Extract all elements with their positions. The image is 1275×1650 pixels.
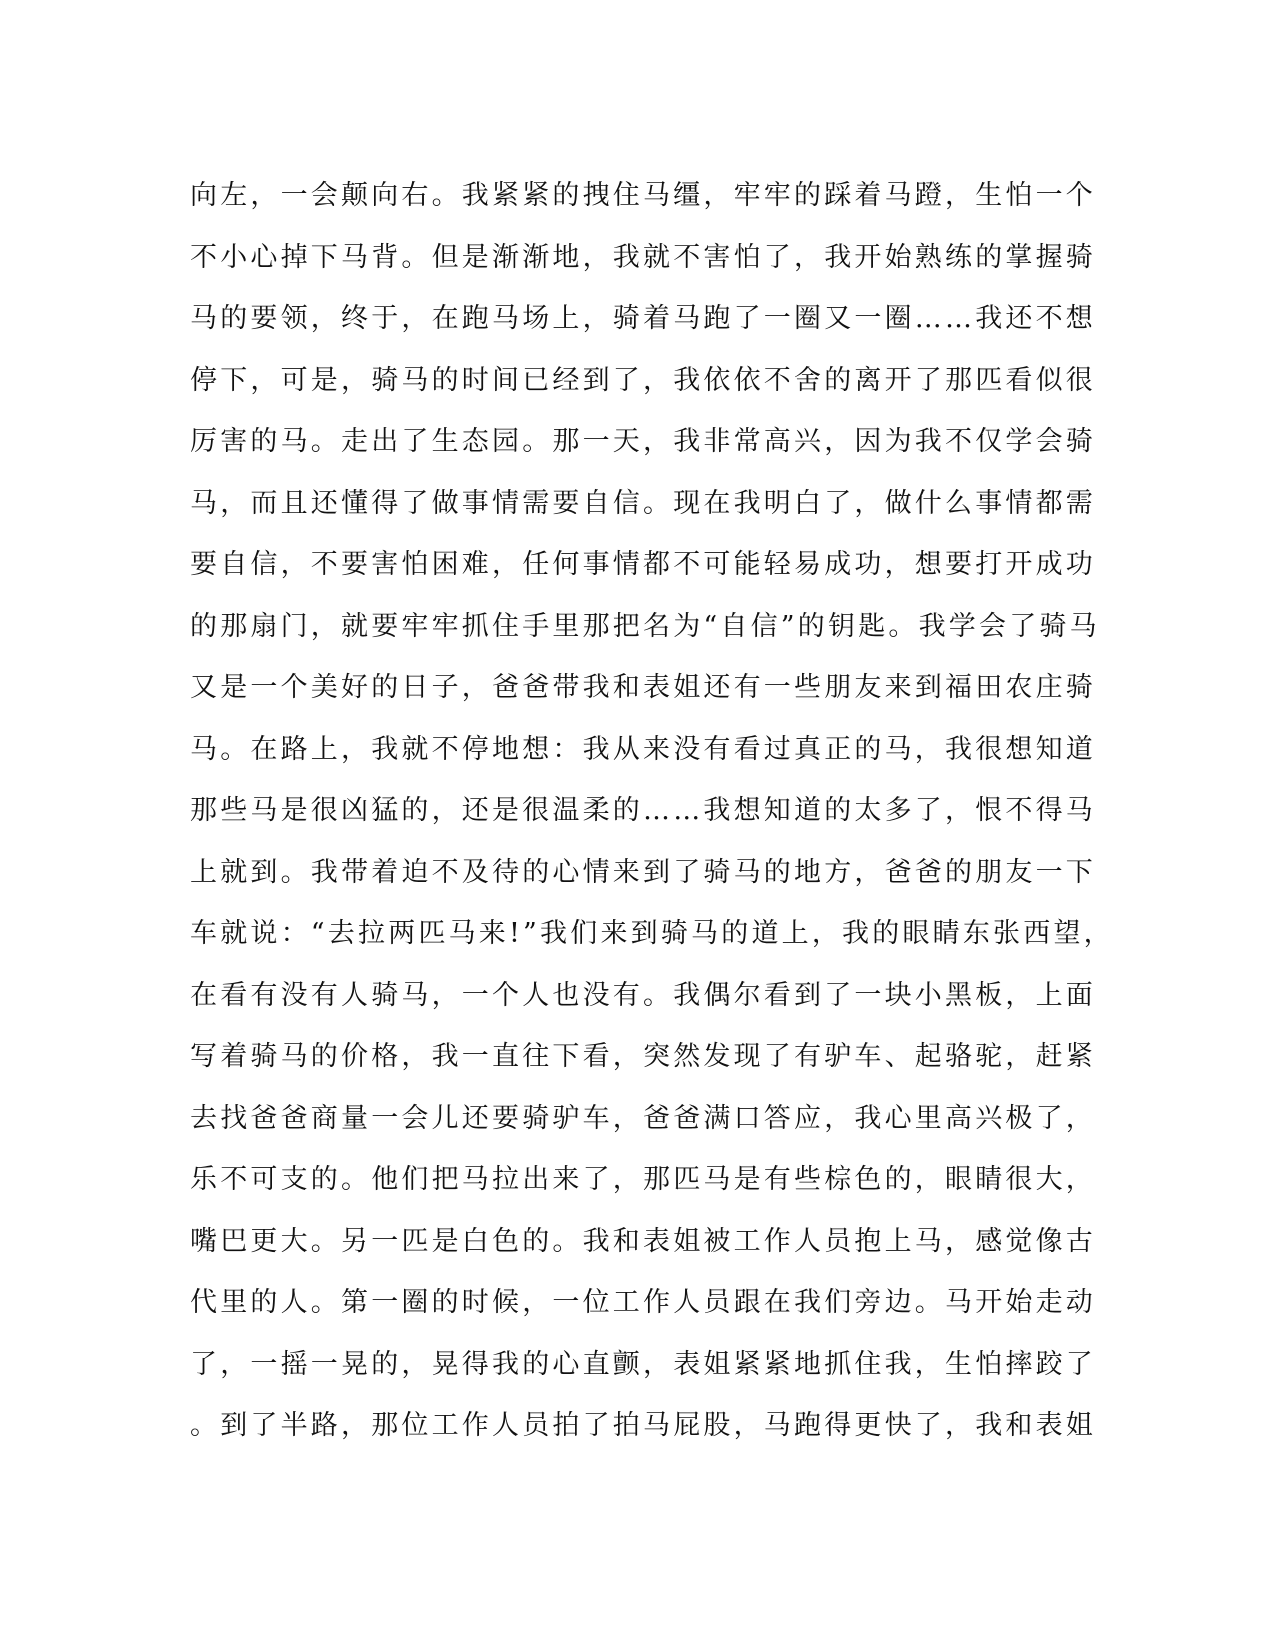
text-line: 写着骑马的价格，我一直往下看，突然发现了有驴车、起骆驼，赶紧	[190, 1041, 1096, 1072]
text-line: 向左，一会颠向右。我紧紧的拽住马缰，牢牢的踩着马蹬，生怕一个	[190, 180, 1096, 211]
text-line: 嘴巴更大。另一匹是白色的。我和表姐被工作人员抱上马，感觉像古	[190, 1225, 1096, 1257]
text-line: 了，一摇一晃的，晃得我的心直颤，表姐紧紧地抓住我，生怕摔跤了	[190, 1348, 1096, 1380]
text-line: 要自信，不要害怕困难，任何事情都不可能轻易成功，想要打开成功	[190, 549, 1096, 580]
text-line: 代里的人。第一圈的时候，一位工作人员跟在我们旁边。马开始走动	[190, 1287, 1096, 1318]
text-line: 又是一个美好的日子，爸爸带我和表姐还有一些朋友来到福田农庄骑	[190, 672, 1096, 703]
text-line: 上就到。我带着迫不及待的心情来到了骑马的地方，爸爸的朋友一下	[190, 856, 1096, 888]
text-line: 马的要领，终于，在跑马场上，骑着马跑了一圈又一圈……我还不想	[190, 303, 1096, 334]
text-line: 去找爸爸商量一会儿还要骑驴车，爸爸满口答应，我心里高兴极了，	[190, 1102, 1096, 1134]
body-text	[190, 165, 1114, 1457]
text-line: 厉害的马。走出了生态园。那一天，我非常高兴，因为我不仅学会骑	[190, 426, 1096, 457]
text-line: 车就说：“去拉两匹马来!”我们来到骑马的道上，我的眼睛东张西望，	[190, 918, 1114, 949]
text-line: 那些马是很凶猛的，还是很温柔的……我想知道的太多了，恨不得马	[190, 795, 1096, 826]
text-line: 不小心掉下马背。但是渐渐地，我就不害怕了，我开始熟练的掌握骑	[190, 241, 1096, 273]
text-line: 。到了半路，那位工作人员拍了拍马屁股，马跑得更快了，我和表姐	[190, 1410, 1096, 1441]
text-line: 在看有没有人骑马，一个人也没有。我偶尔看到了一块小黑板，上面	[190, 979, 1096, 1011]
text-line: 乐不可支的。他们把马拉出来了，那匹马是有些棕色的，眼睛很大，	[190, 1164, 1096, 1195]
text-line: 马。在路上，我就不停地想：我从来没有看过真正的马，我很想知道	[190, 733, 1096, 765]
text-line: 马，而且还懂得了做事情需要自信。现在我明白了，做什么事情都需	[190, 487, 1096, 519]
text-line: 停下，可是，骑马的时间已经到了，我依依不舍的离开了那匹看似很	[190, 364, 1096, 396]
text-line: 的那扇门，就要牢牢抓住手里那把名为“自信”的钥匙。我学会了骑马	[190, 610, 1100, 642]
